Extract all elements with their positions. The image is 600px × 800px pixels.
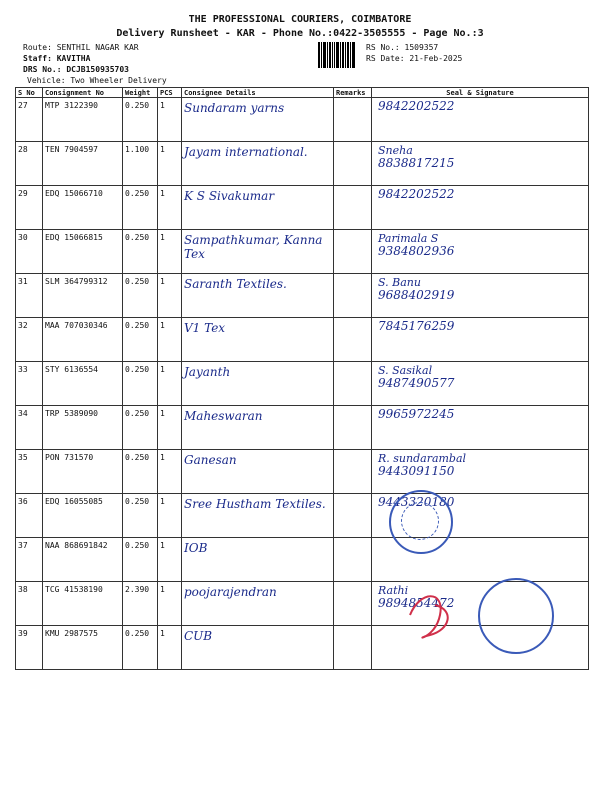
seal-stamp-icon [389,490,453,554]
row-sno: 39 [16,626,43,670]
row-sno: 38 [16,582,43,626]
row-signature [372,98,589,142]
row-consignee [182,450,334,494]
row-pcs: 1 [158,186,182,230]
row-pcs: 1 [158,362,182,406]
row-remarks [334,230,372,274]
row-weight: 1.100 [123,142,158,186]
consignee-handwriting: V1 Tex [184,321,226,335]
col-consignee-header: Consignee Details [182,88,334,98]
signature-name: S. Sasikal [378,364,433,377]
signature-phone: 9384802936 [378,244,455,258]
row-weight: 0.250 [123,274,158,318]
row-consignee [182,230,334,274]
row-remarks [334,318,372,362]
row-consignment-no: EDQ 16055085 [43,494,123,538]
table-header-row [16,88,589,98]
signature-name: Sneha [378,144,413,157]
row-sno: 29 [16,186,43,230]
signature-name: Parimala S [378,232,439,245]
row-weight: 0.250 [123,406,158,450]
signature-block [378,320,454,333]
row-signature [372,450,589,494]
consignee-handwriting: Saranth Textiles. [184,277,287,291]
vehicle-label: Vehicle: Two Wheeler Delivery [27,76,167,85]
row-sno: 35 [16,450,43,494]
signature-block [378,408,454,421]
col-signature-header: Seal & Signature [372,88,589,98]
col-consignment-header: Consignment No [43,88,123,98]
row-remarks [334,274,372,318]
row-sno: 36 [16,494,43,538]
seal-stamp-icon [478,578,554,654]
row-pcs: 1 [158,450,182,494]
consignee-handwriting: IOB [184,541,208,555]
table-row [16,274,589,318]
row-weight: 0.250 [123,362,158,406]
row-weight: 2.390 [123,582,158,626]
row-weight: 0.250 [123,98,158,142]
row-pcs: 1 [158,142,182,186]
signature-name: S. Banu [378,276,421,289]
signature-name: R. sundarambal [378,452,467,465]
row-sno: 32 [16,318,43,362]
row-remarks [334,626,372,670]
col-weight-header: Weight [123,88,158,98]
row-pcs: 1 [158,274,182,318]
signature-scribble-icon [400,585,460,645]
signature-block [378,100,454,113]
row-consignment-no: MAA 707030346 [43,318,123,362]
row-signature [372,318,589,362]
consignee-handwriting: Jayam international. [184,145,308,159]
table-row [16,318,589,362]
row-sno: 28 [16,142,43,186]
signature-phone: 9842202522 [378,187,455,201]
row-remarks [334,582,372,626]
barcode-icon [318,42,360,68]
signature-phone: 9965972245 [378,407,455,421]
table-row [16,494,589,538]
row-weight: 0.250 [123,494,158,538]
row-consignment-no: STY 6136554 [43,362,123,406]
signature-phone: 9443320180 [378,495,455,509]
signature-phone: 9842202522 [378,99,455,113]
row-consignee [182,362,334,406]
row-consignment-no: TEN 7904597 [43,142,123,186]
col-pcs-header: PCS [158,88,182,98]
signature-block [378,364,454,390]
row-consignment-no: NAA 868691842 [43,538,123,582]
row-remarks [334,406,372,450]
route-label: Route: SENTHIL NAGAR KAR [23,43,139,52]
row-remarks [334,98,372,142]
row-signature [372,362,589,406]
row-remarks [334,362,372,406]
table-row [16,98,589,142]
row-signature [372,186,589,230]
row-consignment-no: EDQ 15066710 [43,186,123,230]
consignee-handwriting: Ganesan [184,453,237,467]
row-pcs: 1 [158,406,182,450]
signature-phone: 8838817215 [378,156,455,170]
consignee-handwriting: K S Sivakumar [184,189,275,203]
row-consignment-no: MTP 3122390 [43,98,123,142]
signature-phone: 9443091150 [378,464,455,478]
row-consignment-no: TCG 41538190 [43,582,123,626]
table-row [16,186,589,230]
consignee-handwriting: poojarajendran [184,585,277,599]
rs-date: RS Date: 21-Feb-2025 [366,54,463,63]
staff-label: Staff: KAVITHA [23,54,91,63]
row-consignee [182,274,334,318]
consignee-handwriting: Jayanth [184,365,231,379]
row-consignee [182,582,334,626]
row-sno: 37 [16,538,43,582]
consignee-handwriting: Sundaram yarns [184,101,285,115]
signature-phone: 9894854472 [378,596,455,610]
row-weight: 0.250 [123,538,158,582]
row-consignee [182,98,334,142]
table-row [16,406,589,450]
consignee-handwriting: Maheswaran [184,409,263,423]
signature-block [378,144,454,170]
row-remarks [334,494,372,538]
row-pcs: 1 [158,230,182,274]
consignee-handwriting: Sampathkumar, Kanna Tex [184,233,323,261]
signature-phone: 9487490577 [378,376,455,390]
row-remarks [334,538,372,582]
row-consignment-no: EDQ 15066815 [43,230,123,274]
row-sno: 34 [16,406,43,450]
row-consignee [182,186,334,230]
table-row [16,362,589,406]
runsheet-subtitle: Delivery Runsheet - KAR - Phone No.:0422-3505555 - Page No.:3 [116,28,484,39]
row-consignment-no: PON 731570 [43,450,123,494]
consignee-handwriting: CUB [184,629,213,643]
signature-block [378,188,454,201]
row-weight: 0.250 [123,318,158,362]
row-weight: 0.250 [123,626,158,670]
row-pcs: 1 [158,582,182,626]
row-remarks [334,142,372,186]
row-remarks [334,450,372,494]
row-consignee [182,406,334,450]
consignee-handwriting: Sree Hustham Textiles. [184,497,326,511]
row-pcs: 1 [158,318,182,362]
row-signature [372,230,589,274]
company-title: THE PROFESSIONAL COURIERS, COIMBATORE [188,14,412,25]
signature-phone: 9688402919 [378,288,455,302]
table-row [16,450,589,494]
row-pcs: 1 [158,538,182,582]
row-consignment-no: KMU 2987575 [43,626,123,670]
rs-number: RS No.: 1509357 [366,43,439,52]
signature-block [378,452,466,478]
row-signature [372,406,589,450]
row-consignee [182,494,334,538]
signature-block [378,276,454,302]
col-sno-header: S No [16,88,43,98]
row-sno: 33 [16,362,43,406]
row-pcs: 1 [158,494,182,538]
row-consignment-no: SLM 364799312 [43,274,123,318]
row-pcs: 1 [158,626,182,670]
col-remarks-header: Remarks [334,88,372,98]
signature-phone: 7845176259 [378,319,455,333]
signature-name: Rathi [378,584,409,597]
row-consignee [182,318,334,362]
row-sno: 30 [16,230,43,274]
row-signature [372,142,589,186]
drs-number: DRS No.: DCJB150935703 [23,65,129,74]
signature-block [378,232,454,258]
table-row [16,538,589,582]
row-pcs: 1 [158,98,182,142]
row-sno: 31 [16,274,43,318]
table-row [16,230,589,274]
row-consignee [182,142,334,186]
row-weight: 0.250 [123,186,158,230]
table-row [16,142,589,186]
row-consignee [182,538,334,582]
row-consignee [182,626,334,670]
row-signature [372,274,589,318]
row-weight: 0.250 [123,450,158,494]
row-sno: 27 [16,98,43,142]
row-consignment-no: TRP 5389090 [43,406,123,450]
row-remarks [334,186,372,230]
row-weight: 0.250 [123,230,158,274]
